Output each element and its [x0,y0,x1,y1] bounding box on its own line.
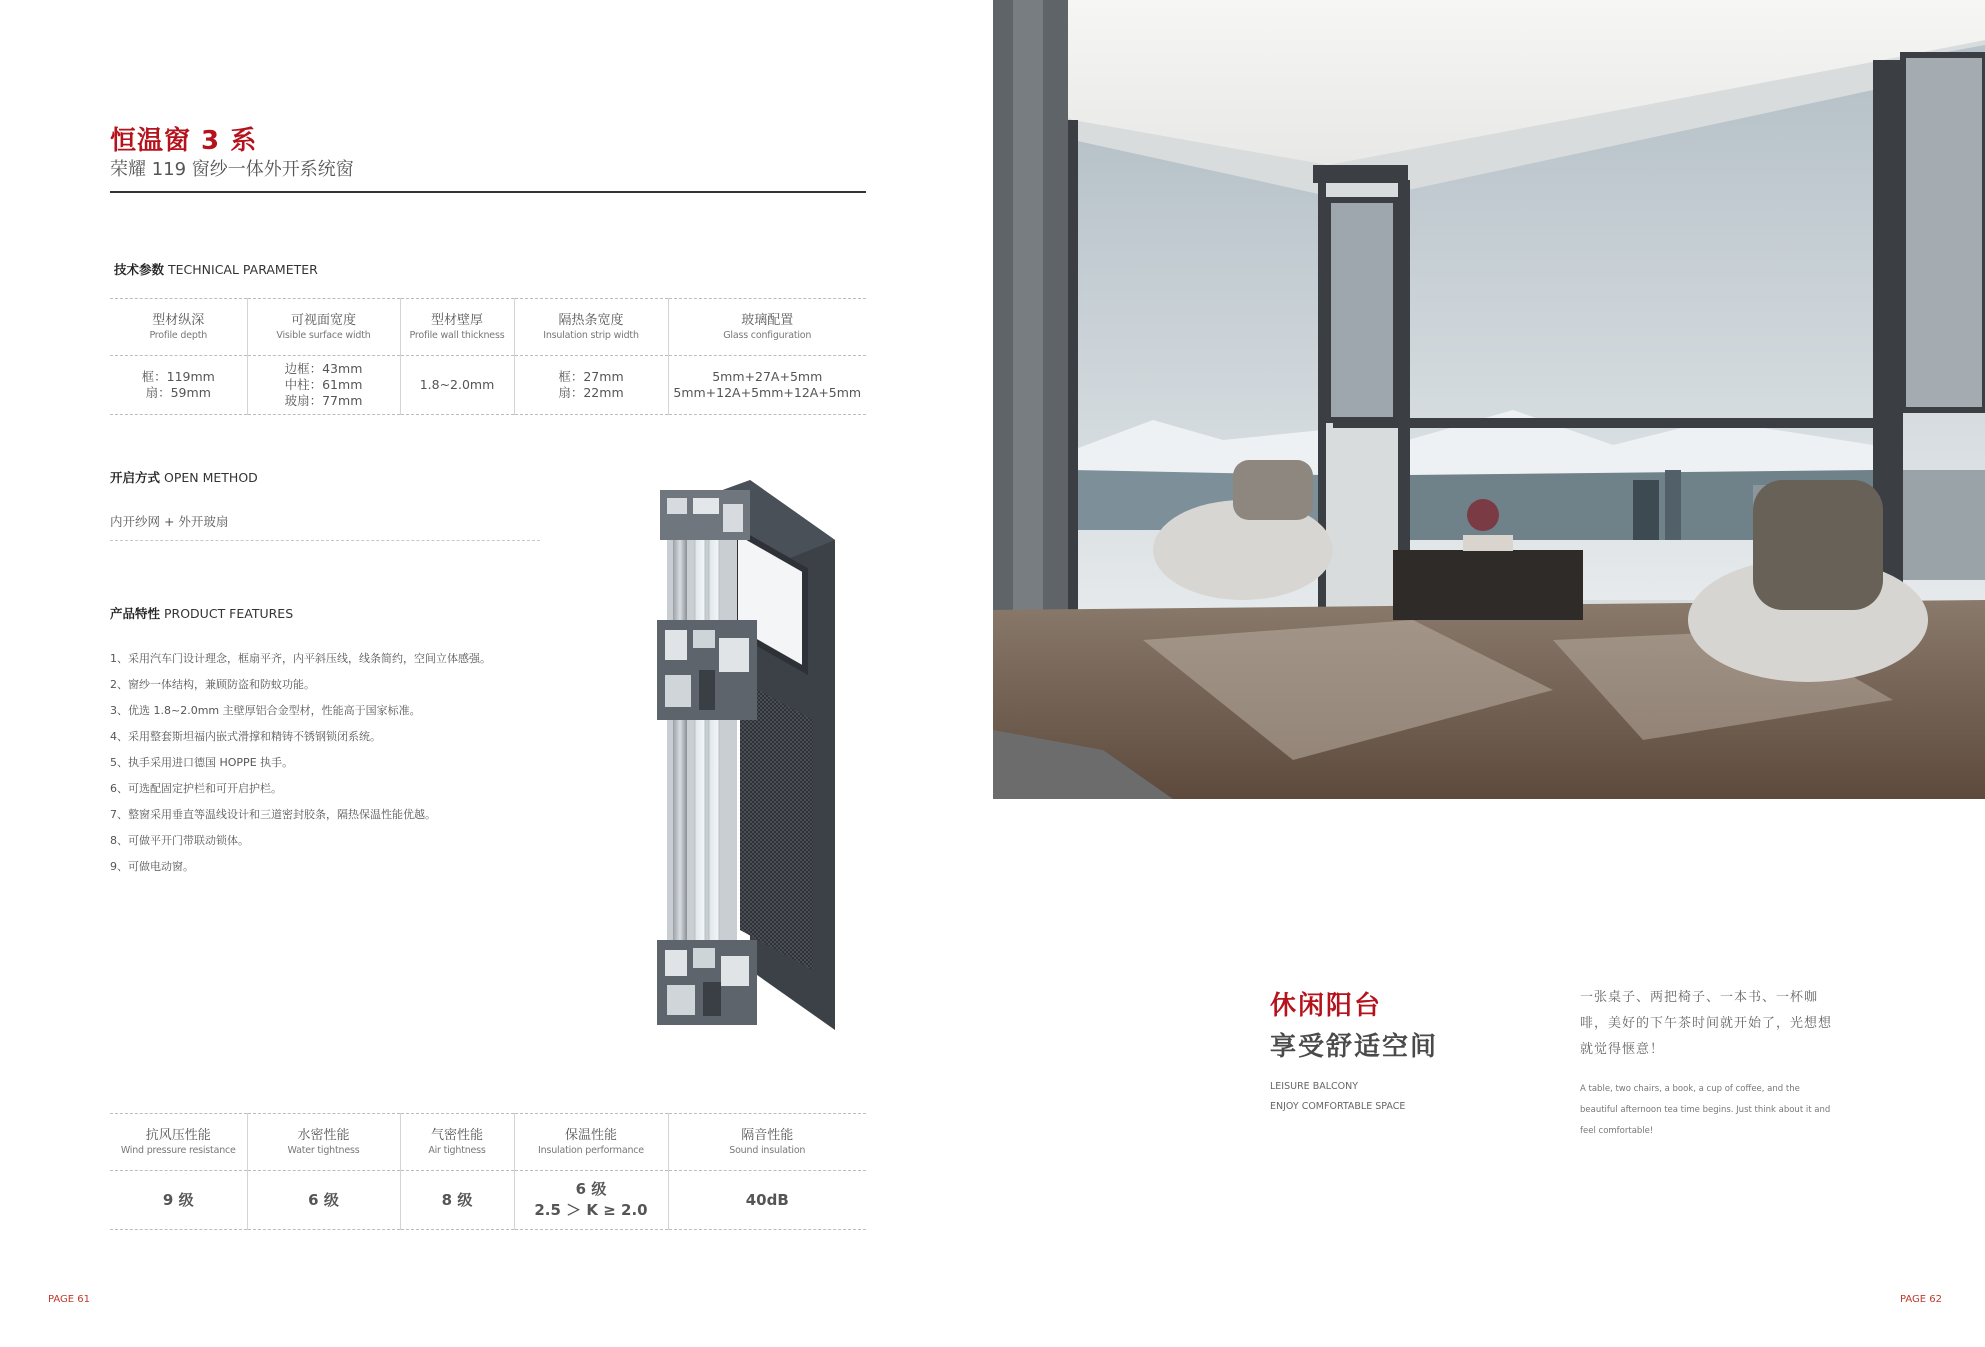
open-method-heading [110,468,258,486]
technical-heading-cn: 技术参数 [114,262,165,277]
list-item: 4、采用整套斯坦福内嵌式滑撑和精铸不锈钢锁闭系统。 [110,730,381,743]
list-item: 1、采用汽车门设计理念，框扇平齐，内平斜压线，线条简约，空间立体感强。 [110,652,491,665]
open-method-text: 内开纱网 + 外开玻扇 [110,514,229,529]
value-cell: 5mm+27A+5mm 5mm+12A+5mm+12A+5mm [668,356,866,415]
list-item: 5、执手采用进口德国 HOPPE 执手。 [110,756,294,769]
list-item: 3、优选 1.8~2.0mm 主壁厚铝合金型材，性能高于国家标准。 [110,704,421,717]
table-row [110,356,866,415]
product-features-list [110,650,491,884]
value-cell: 8 级 [400,1171,514,1230]
value-cell: 6 级 [247,1171,400,1230]
table-header-row [110,299,866,356]
header-cell: 型材壁厚 Profile wall thickness [400,299,514,356]
open-method-heading-en: OPEN METHOD [164,470,258,485]
leisure-balcony-title: 休闲阳台 [1270,991,1383,1021]
header-cell: 保温性能 Insulation performance [514,1114,668,1171]
header-cell: 隔音性能 Sound insulation [668,1114,866,1171]
title-divider [110,191,866,193]
technical-parameter-heading [114,260,318,278]
leisure-balcony-en: LEISURE BALCONY [1270,1081,1359,1092]
performance-table [110,1113,866,1230]
list-item: 7、整窗采用垂直等温线设计和三道密封胶条，隔热保温性能优越。 [110,808,436,821]
value-cell: 框：119mm 扇：59mm [141,369,215,400]
list-item: 6、可选配固定护栏和可开启护栏。 [110,782,282,795]
header-cell: 气密性能 Air tightness [400,1114,514,1171]
header-cell: 水密性能 Water tightness [247,1114,400,1171]
table-header-row [110,1114,866,1171]
page-number-right: PAGE 62 [1900,1294,1943,1305]
features-heading-en: PRODUCT FEATURES [164,606,294,621]
balcony-description-en: A table, two chairs, a book, a cup of coffee, and the beautiful afternoon tea time begins. Just think about it and feel comfortable! [1580,1084,1831,1136]
open-method-heading-cn: 开启方式 [110,470,161,485]
product-features-heading [110,604,293,622]
technical-parameter-table [110,298,866,415]
product-subtitle: 荣耀 119 窗纱一体外开系统窗 [110,159,354,180]
balcony-description-cn: 一张桌子、两把椅子、一本书、一杯咖啡，美好的下午茶时间就开始了，光想想就觉得惬意！ [1580,990,1833,1057]
balcony-interior-photo [993,0,1985,799]
comfortable-space-en: ENJOY COMFORTABLE SPACE [1270,1101,1406,1112]
header-cell: 玻璃配置 Glass configuration [668,299,866,356]
value-cell: 40dB [668,1171,866,1230]
value-cell: 9 级 [162,1190,194,1209]
window-profile-section-image [655,470,855,1050]
value-cell: 框：27mm 扇：22mm [514,356,668,415]
value-cell: 6 级 2.5 ＞ K ≥ 2.0 [514,1171,668,1230]
value-cell: 边框：43mm 中柱：61mm 玻扇：77mm [247,356,400,415]
header-cell: 可视面宽度 Visible surface width [247,299,400,356]
table-row [110,1171,866,1230]
open-method-divider [110,540,540,541]
product-title: 恒温窗 3 系 [110,126,258,156]
technical-heading-en: TECHNICAL PARAMETER [168,262,318,277]
page-number-left: PAGE 61 [48,1294,91,1305]
comfortable-space-title: 享受舒适空间 [1270,1032,1439,1062]
features-heading-cn: 产品特性 [110,606,161,621]
list-item: 8、可做平开门带联动锁体。 [110,834,249,847]
header-cell: 型材纵深 Profile depth [110,299,247,356]
value-cell: 1.8~2.0mm [400,356,514,415]
list-item: 2、窗纱一体结构，兼顾防盗和防蚊功能。 [110,678,315,691]
header-cell: 隔热条宽度 Insulation strip width [514,299,668,356]
list-item: 9、可做电动窗。 [110,860,194,873]
header-cell: 抗风压性能 Wind pressure resistance [110,1114,247,1171]
